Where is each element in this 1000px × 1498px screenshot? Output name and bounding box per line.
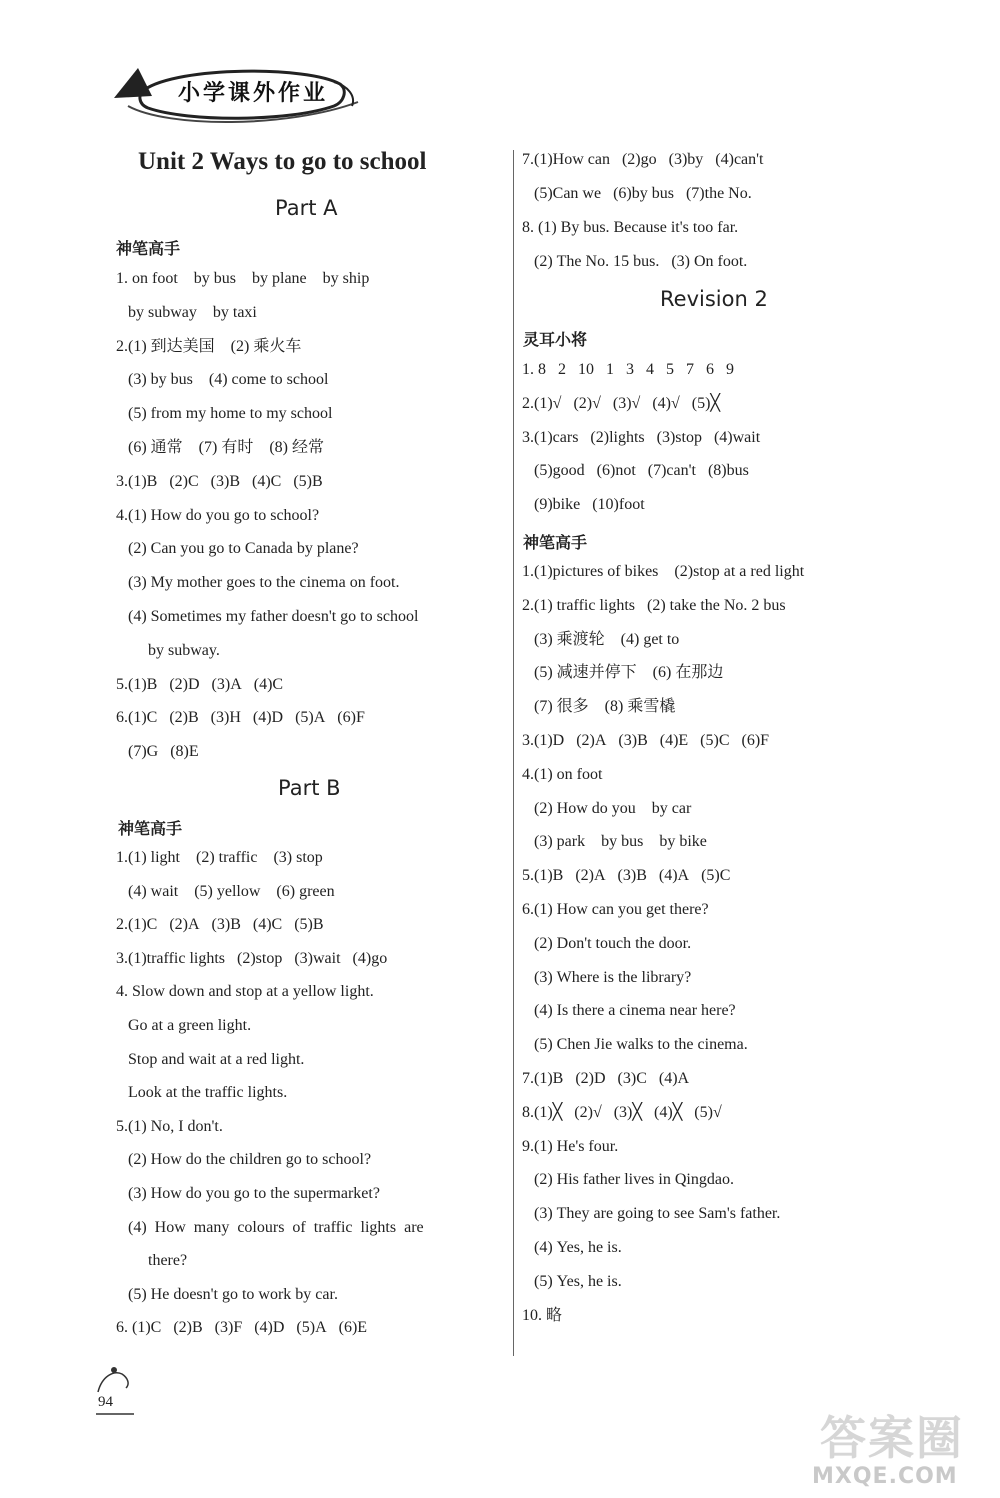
- answer-line: Stop and wait at a red light.: [116, 1050, 305, 1068]
- unit-title: Unit 2 Ways to go to school: [138, 148, 427, 175]
- answer-line: 6.(1) How can you get there?: [522, 901, 709, 918]
- answer-line: (5)good (6)not (7)can't (8)bus: [522, 462, 749, 480]
- answer-line: (5) Yes, he is.: [522, 1272, 622, 1290]
- answer-line: (3) park by bus by bike: [522, 833, 707, 851]
- part-a-heading: Part A: [275, 196, 338, 220]
- answer-line: Look at the traffic lights.: [116, 1084, 288, 1102]
- watermark-logo-text: 答案圈: [820, 1411, 964, 1465]
- part-b-section-label: 神笔高手: [118, 819, 183, 838]
- answer-line: 6. (1)C (2)B (3)F (4)D (5)A (6)E: [116, 1319, 368, 1337]
- answer-line: (4) How many colours of traffic lights are: [116, 1218, 424, 1236]
- answer-line: Go at a green light.: [116, 1017, 252, 1034]
- answer-line: 7.(1)How can (2)go (3)by (4)can't: [522, 151, 764, 168]
- answer-line: 1. 8 2 10 1 3 4 5 7 6 9: [522, 361, 734, 378]
- answer-line: (3) by bus (4) come to school: [116, 371, 329, 389]
- answer-line: there?: [116, 1252, 188, 1270]
- revision-writing-label: 神笔高手: [523, 533, 588, 552]
- part-a-section-label: 神笔高手: [116, 239, 181, 258]
- answer-line: (3) 乘渡轮 (4) get to: [522, 630, 680, 648]
- answer-line: 4. Slow down and stop at a yellow light.: [116, 983, 374, 1001]
- answer-line: 4.(1) How do you go to school?: [116, 506, 320, 524]
- answer-line: (7) 很多 (8) 乘雪橇: [522, 698, 676, 716]
- answer-line: 5.(1)B (2)D (3)A (4)C: [116, 675, 284, 693]
- revision-listening-label: 灵耳小将: [523, 330, 588, 349]
- answer-line: (4) Yes, he is.: [522, 1239, 622, 1256]
- answer-line: (4) Sometimes my father doesn't go to school: [116, 608, 419, 625]
- answer-line: (5) He doesn't go to work by car.: [116, 1285, 338, 1303]
- answer-line: (2) The No. 15 bus. (3) On foot.: [522, 253, 748, 270]
- answer-line: 1. on foot by bus by plane by ship: [116, 270, 370, 287]
- answer-line: (2) His father lives in Qingdao.: [522, 1171, 734, 1189]
- watermark-url: MXQE.COM: [812, 1464, 958, 1489]
- answer-line: 2.(1)√ (2)√ (3)√ (4)√ (5)╳: [522, 394, 721, 412]
- answer-line: (4) Is there a cinema near here?: [522, 1002, 736, 1020]
- revision-heading: Revision 2: [660, 287, 768, 311]
- answer-line: (7)G (8)E: [116, 743, 199, 761]
- answer-line: (2) Can you go to Canada by plane?: [116, 540, 359, 558]
- answer-line: 7.(1)B (2)D (3)C (4)A: [522, 1070, 690, 1087]
- book-title: 小学课外作业: [178, 81, 329, 106]
- answer-line: (6) 通常 (7) 有时 (8) 经常: [116, 439, 324, 456]
- answer-line: (5) from my home to my school: [116, 405, 333, 423]
- answer-line: 2.(1) traffic lights (2) take the No. 2 bus: [522, 596, 786, 614]
- answer-line: 5.(1) No, I don't.: [116, 1117, 223, 1135]
- answer-line: 8. (1) By bus. Because it's too far.: [522, 219, 739, 236]
- answer-line: (5) 减速并停下 (6) 在那边: [522, 664, 724, 682]
- answer-line: 3.(1)B (2)C (3)B (4)C (5)B: [116, 472, 323, 490]
- part-b-heading: Part B: [278, 776, 341, 800]
- answer-line: (3) My mother goes to the cinema on foot.: [116, 574, 400, 592]
- answer-line: 3.(1)cars (2)lights (3)stop (4)wait: [522, 428, 761, 446]
- answer-line: (3) Where is the library?: [522, 968, 692, 986]
- answer-line: 1.(1)pictures of bikes (2)stop at a red light: [522, 563, 805, 580]
- answer-line: (3) How do you go to the supermarket?: [116, 1185, 380, 1202]
- answer-line: by subway.: [116, 641, 220, 659]
- answer-line: 6.(1)C (2)B (3)H (4)D (5)A (6)F: [116, 709, 365, 727]
- answer-line: 4.(1) on foot: [522, 765, 603, 783]
- answer-line: 2.(1)C (2)A (3)B (4)C (5)B: [116, 916, 324, 934]
- answer-line: (2) Don't touch the door.: [522, 934, 692, 952]
- answer-line: (5)Can we (6)by bus (7)the No.: [522, 185, 752, 202]
- answer-line: 5.(1)B (2)A (3)B (4)A (5)C: [522, 867, 731, 885]
- column-divider: [513, 150, 514, 1356]
- answer-line: (2) How do you by car: [522, 799, 692, 817]
- answer-line: 1.(1) light (2) traffic (3) stop: [116, 849, 323, 866]
- answer-line: (3) They are going to see Sam's father.: [522, 1205, 781, 1223]
- answer-line: (9)bike (10)foot: [522, 496, 645, 514]
- page-number: 94: [98, 1394, 113, 1410]
- answer-line: 3.(1)traffic lights (2)stop (3)wait (4)go: [116, 949, 388, 967]
- answer-line: 10. 略: [522, 1306, 563, 1324]
- answer-line: (5) Chen Jie walks to the cinema.: [522, 1036, 748, 1054]
- answer-line: 8.(1)╳ (2)√ (3)╳ (4)╳ (5)√: [522, 1103, 722, 1121]
- answer-line: (2) How do the children go to school?: [116, 1151, 372, 1169]
- answer-line: 3.(1)D (2)A (3)B (4)E (5)C (6)F: [522, 732, 770, 749]
- answer-line: 2.(1) 到达美国 (2) 乘火车: [116, 337, 302, 355]
- answer-line: 9.(1) He's four.: [522, 1137, 619, 1155]
- answer-line: (4) wait (5) yellow (6) green: [116, 882, 335, 900]
- answer-line: by subway by taxi: [116, 303, 257, 321]
